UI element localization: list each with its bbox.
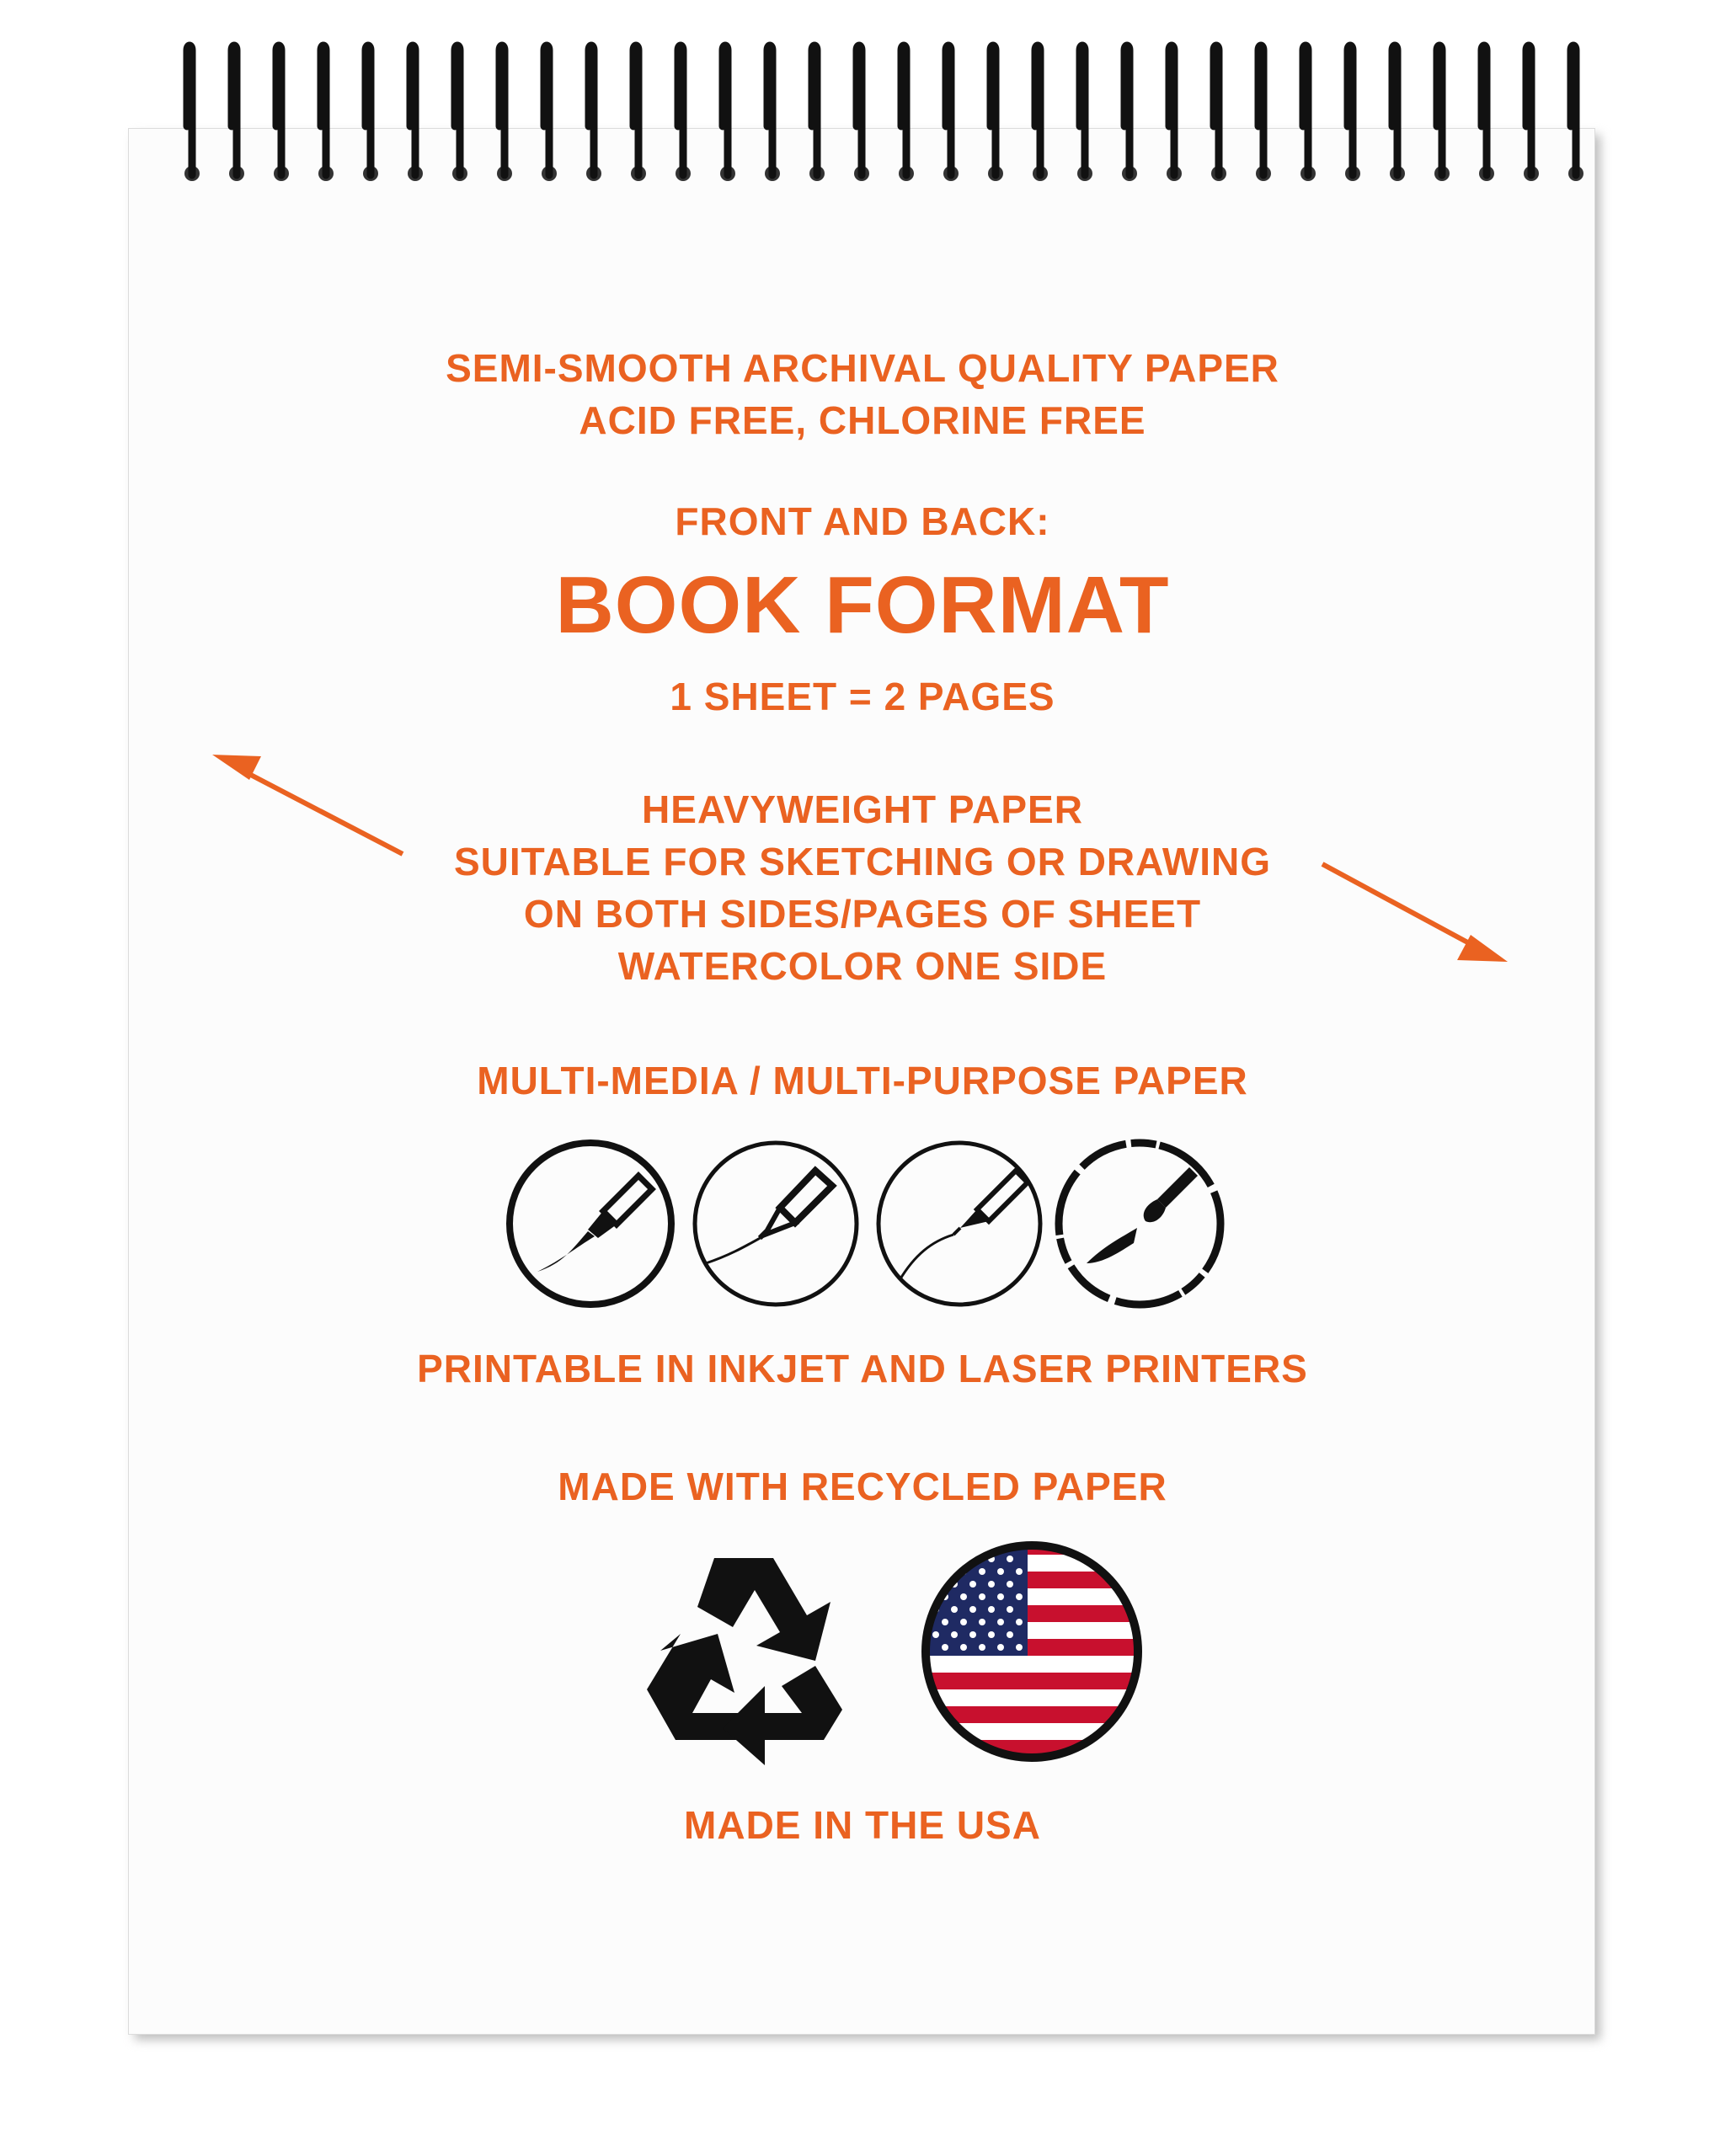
flag-star — [997, 1619, 1004, 1625]
flag-star — [969, 1606, 976, 1613]
flag-star — [988, 1581, 995, 1588]
flag-star — [1007, 1606, 1013, 1613]
flag-star — [951, 1556, 958, 1562]
flag-star — [1016, 1568, 1023, 1575]
paper-quality-line-2: ACID FREE, CHLORINE FREE — [579, 398, 1146, 442]
flag-star — [1016, 1644, 1023, 1651]
flag-star — [1007, 1556, 1013, 1562]
flag-star — [942, 1568, 948, 1575]
format-detail: 1 SHEET = 2 PAGES — [670, 675, 1055, 718]
format-heading: BOOK FORMAT — [555, 560, 1170, 650]
flag-star — [960, 1543, 967, 1550]
flag-star — [969, 1581, 976, 1588]
flag-star — [1016, 1619, 1023, 1625]
flag-star — [979, 1543, 985, 1550]
weight-line-2: SUITABLE FOR SKETCHING OR DRAWING — [453, 840, 1272, 883]
paper-quality-line-1: SEMI-SMOOTH ARCHIVAL QUALITY PAPER — [446, 346, 1279, 390]
flag-star — [951, 1606, 958, 1613]
recycle-icon — [630, 1541, 857, 1769]
flag-star — [988, 1631, 995, 1638]
flag-star — [1007, 1581, 1013, 1588]
media-heading: MULTI-MEDIA / MULTI-PURPOSE PAPER — [477, 1059, 1248, 1102]
flag-star — [1016, 1593, 1023, 1600]
flag-star — [923, 1593, 930, 1600]
flag-star — [932, 1581, 939, 1588]
flag-star — [960, 1644, 967, 1651]
flag-star — [951, 1631, 958, 1638]
flag-star — [932, 1631, 939, 1638]
flag-star — [979, 1568, 985, 1575]
printer-text: PRINTABLE IN INKJET AND LASER PRINTERS — [417, 1347, 1308, 1390]
recycle-heading: MADE WITH RECYCLED PAPER — [558, 1465, 1167, 1508]
flag-star — [997, 1568, 1004, 1575]
us-flag-icon — [918, 1538, 1146, 1765]
flag-star — [942, 1619, 948, 1625]
marker-icon — [504, 1137, 677, 1310]
fountain-pen-icon — [873, 1137, 1046, 1310]
flag-star — [960, 1593, 967, 1600]
pencil-icon — [689, 1137, 862, 1310]
flag-star — [969, 1631, 976, 1638]
flag-star — [942, 1543, 948, 1550]
flag-star — [1007, 1631, 1013, 1638]
flag-star — [997, 1644, 1004, 1651]
weight-line-3: ON BOTH SIDES/PAGES OF SHEET — [523, 892, 1202, 936]
flag-star — [979, 1644, 985, 1651]
flag-star — [923, 1543, 930, 1550]
weight-line-4: WATERCOLOR ONE SIDE — [617, 944, 1108, 988]
format-intro: FRONT AND BACK: — [675, 499, 1050, 543]
weight-block — [0, 783, 1725, 992]
flag-star — [942, 1644, 948, 1651]
flag-star — [997, 1593, 1004, 1600]
flag-star — [960, 1619, 967, 1625]
flag-star — [988, 1606, 995, 1613]
flag-star — [979, 1619, 985, 1625]
weight-line-1: HEAVYWEIGHT PAPER — [642, 787, 1083, 831]
paper-quality-block — [0, 342, 1725, 446]
origin-text: MADE IN THE USA — [684, 1803, 1041, 1847]
paintbrush-icon — [1053, 1137, 1226, 1310]
flag-star — [923, 1568, 930, 1575]
flag-star — [932, 1556, 939, 1562]
flag-star — [979, 1593, 985, 1600]
